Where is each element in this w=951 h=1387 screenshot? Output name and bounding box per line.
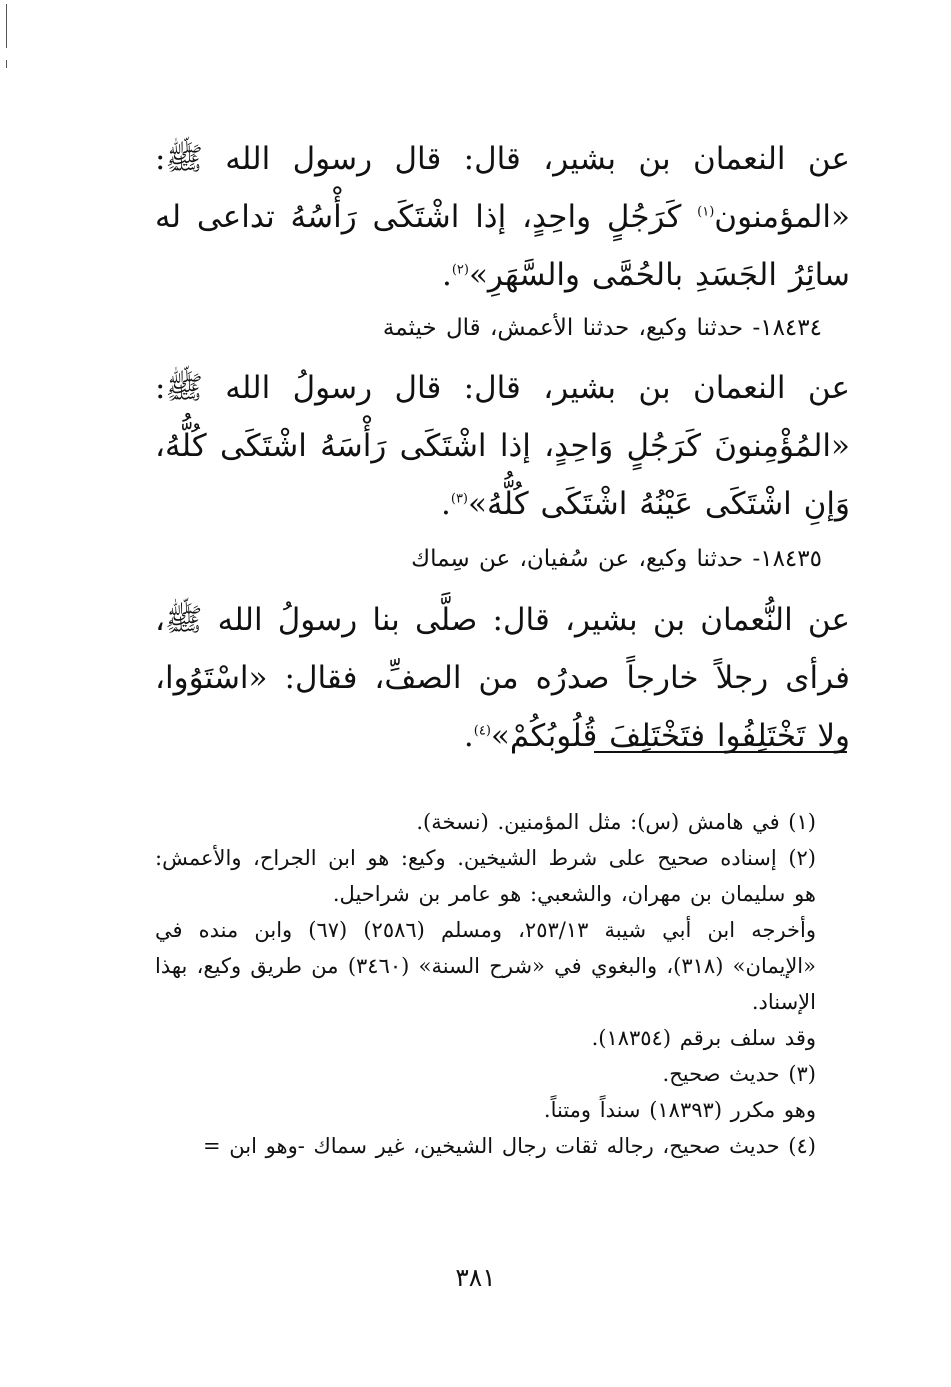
page-number: ٣٨١ <box>455 1263 496 1292</box>
hadith-2-isnad-heading: ١٨٤٣٤- حدثنا وكيع، حدثنا الأعمش، قال خيثمة <box>382 315 822 341</box>
hadith-3-isnad-heading: ١٨٤٣٥- حدثنا وكيع، عن سُفيان، عن سِماك <box>411 546 822 572</box>
footnote-2: (٢) إسناده صحيح على شرط الشيخين. وكيع: هو ابن الجراح، والأعمش: هو سليمان بن مهران، والشعبي: هو عامر بن شراحيل. <box>155 846 816 906</box>
hadith-1-body-cont: كَرَجُلٍ واحِدٍ، إذا اشْتَكَى رَأْسُهُ تداعى له سائِرُ الجَسَدِ بالحُمَّى والسَّهَرِ» <box>155 199 850 293</box>
footnote-3-note: وهو مكرر (١٨٣٩٣) سنداً ومتناً. <box>543 1098 816 1122</box>
hadith-1-text <box>155 130 850 304</box>
hadith-2-body: عن النعمان بن بشير، قال: قال رسولُ الله ﷺ: «المُؤْمِنونَ كَرَجُلٍ وَاحِدٍ، إذا اشْتَكَى رَأْسَهُ اشْتَكَى كُلُّهُ، وَإنِ اشْتَكَى عَيْنُهُ اشْتَكَى كُلُّهُ» <box>155 370 850 522</box>
footnote-4: (٤) حديث صحيح، رجاله ثقات رجال الشيخين، غير سماك -وهو ابن = <box>203 1134 816 1158</box>
hadith-2-text <box>155 359 850 533</box>
hadith-1-end: . <box>441 257 452 293</box>
footnote-2-cross-ref: وقد سلف برقم (١٨٣٥٤). <box>591 1026 816 1050</box>
footnotes <box>155 804 850 1164</box>
footnote-ref-4: (٤) <box>473 723 491 739</box>
hadith-2-end: . <box>441 486 451 522</box>
footnote-ref-2: (٢) <box>451 262 469 278</box>
scan-edge-mark <box>6 60 7 68</box>
footnote-3: (٣) حديث صحيح. <box>662 1062 816 1086</box>
footnote-2-sources: وأخرجه ابن أبي شيبة ٢٥٣/١٣، ومسلم (٢٥٨٦) (٦٧) وابن منده في «الإيمان» (٣١٨)، والبغوي في «شرح السنة» (٣٤٦٠) من طريق وكيع، بهذا الإسناد. <box>155 918 816 1014</box>
hadith-3-end: . <box>463 718 474 754</box>
scan-edge-mark <box>6 4 7 48</box>
footnote-ref-3: (٣) <box>450 491 468 507</box>
footnote-1: (١) في هامش (س): مثل المؤمنين. (نسخة). <box>416 810 816 834</box>
hadith-3-body: عن النُّعمان بن بشير، قال: صلَّى بنا رسولُ الله ﷺ، فرأى رجلاً خارجاً صدرُه من الصفِّ، فقال: «اسْتَوُوا، ولا تَخْتَلِفُوا فتَخْتَلِفَ قُلُوبُكُمْ» <box>155 602 850 754</box>
footnote-separator <box>594 751 847 753</box>
hadith-1-body: عن النعمان بن بشير، قال: قال رسول الله ﷺ: «المؤمنون <box>155 141 850 235</box>
footnote-ref-1: (١) <box>697 204 715 220</box>
hadith-3-text <box>155 591 850 765</box>
